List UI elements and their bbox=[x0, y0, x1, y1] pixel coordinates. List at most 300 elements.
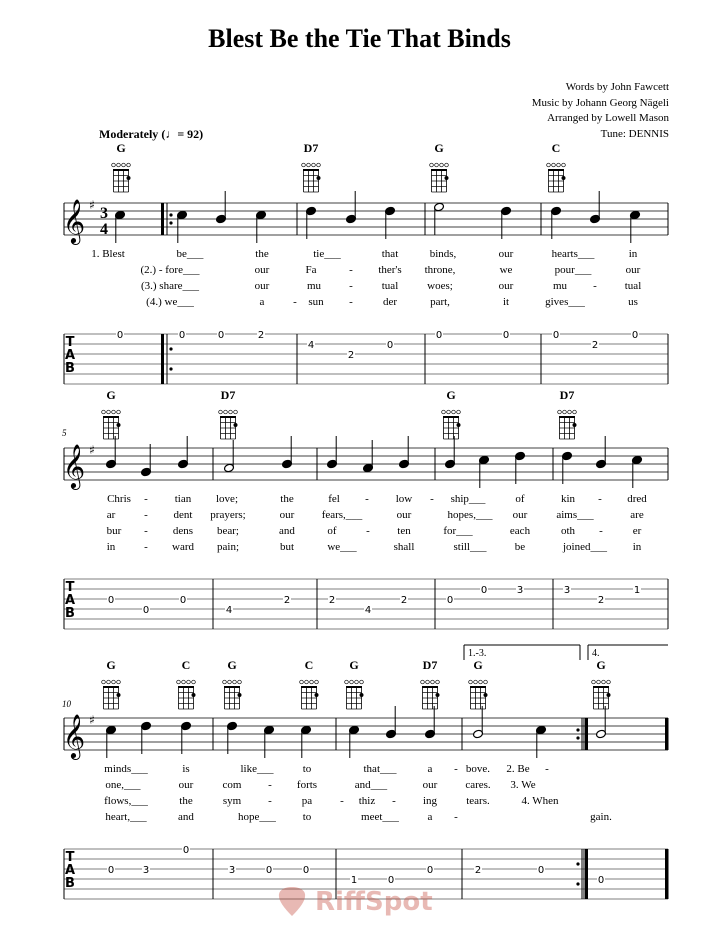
chord-diagram-nut bbox=[443, 416, 459, 418]
lyric-syllable: ten bbox=[397, 525, 411, 537]
tab-fret-number: 0 bbox=[179, 595, 187, 606]
tab-fret-number: 3 bbox=[563, 585, 571, 596]
repeat-end-dot bbox=[576, 736, 579, 739]
lyric-syllable: that bbox=[381, 248, 399, 260]
chord-name: G bbox=[116, 141, 126, 155]
lyric-syllable: fel bbox=[328, 493, 340, 505]
lyric-syllable: one,___ bbox=[105, 779, 141, 791]
lyric-syllable: to bbox=[302, 811, 312, 823]
chord-diagram-nut bbox=[346, 686, 362, 688]
open-string-marker bbox=[305, 680, 309, 684]
lyric-syllable: - bbox=[349, 264, 353, 276]
chord-name: G bbox=[106, 388, 116, 402]
finger-dot bbox=[484, 693, 488, 697]
tab-clef-letter: B bbox=[65, 606, 75, 621]
tab-fret-number: 0 bbox=[107, 865, 115, 876]
lyric-syllable: - bbox=[349, 296, 353, 308]
tab-fret-number: 2 bbox=[328, 595, 336, 606]
lyric-syllable: - bbox=[392, 795, 396, 807]
lyric-syllable: - bbox=[545, 763, 549, 775]
song-title: Blest Be the Tie That Binds bbox=[208, 24, 511, 53]
open-string-marker bbox=[435, 163, 439, 167]
lyric-syllable: still___ bbox=[453, 541, 487, 553]
final-barline bbox=[665, 718, 668, 750]
finger-dot bbox=[317, 176, 321, 180]
treble-clef-icon: 𝄞 bbox=[62, 714, 86, 758]
lyric-syllable: dent bbox=[173, 509, 193, 521]
lyric-syllable: our bbox=[396, 509, 412, 521]
open-string-marker bbox=[187, 680, 191, 684]
finger-dot bbox=[607, 693, 611, 697]
chord-name: G bbox=[446, 388, 456, 402]
open-string-marker bbox=[562, 163, 566, 167]
tab-fret-number: 0 bbox=[116, 330, 124, 341]
lyric-syllable: be bbox=[514, 541, 526, 553]
chord-diagram-nut bbox=[559, 416, 575, 418]
open-string-marker bbox=[440, 163, 444, 167]
finger-dot bbox=[573, 423, 577, 427]
lyric-syllable: hearts___ bbox=[551, 248, 595, 260]
open-string-marker bbox=[573, 410, 577, 414]
lyric-syllable: - bbox=[144, 493, 148, 505]
open-string-marker bbox=[233, 680, 237, 684]
lyric-syllable: we___ bbox=[327, 541, 357, 553]
tab-fret-number: 0 bbox=[142, 605, 150, 616]
finger-dot bbox=[315, 693, 319, 697]
lyric-syllable: gives___ bbox=[545, 296, 585, 308]
open-string-marker bbox=[452, 410, 456, 414]
open-string-marker bbox=[557, 163, 561, 167]
chord-diagram-nut bbox=[224, 686, 240, 688]
lyric-syllable: is bbox=[182, 763, 190, 775]
treble-clef-icon: 𝄞 bbox=[62, 444, 86, 488]
chord-name: D7 bbox=[422, 658, 438, 672]
lyric-syllable: Chris bbox=[107, 493, 131, 505]
open-string-marker bbox=[117, 163, 121, 167]
finger-dot bbox=[234, 423, 238, 427]
open-string-marker bbox=[484, 680, 488, 684]
open-string-marker bbox=[552, 163, 556, 167]
tab-fret-number: 2 bbox=[400, 595, 408, 606]
lyric-syllable: our bbox=[512, 509, 528, 521]
open-string-marker bbox=[436, 680, 440, 684]
chord-name: D7 bbox=[220, 388, 236, 402]
lyric-syllable: mu bbox=[552, 280, 568, 292]
tab-clef-letter: B bbox=[65, 876, 75, 891]
lyric-syllable: 4. When bbox=[521, 795, 559, 807]
quarter-note-icon: ♩ bbox=[165, 127, 178, 141]
open-string-marker bbox=[421, 680, 425, 684]
lyric-syllable: throne, bbox=[424, 264, 456, 276]
lyric-syllable: fears,___ bbox=[321, 509, 363, 521]
lyric-syllable: and___ bbox=[354, 779, 388, 791]
chord-diagram-nut bbox=[103, 416, 119, 418]
lyric-syllable: - bbox=[366, 525, 370, 537]
credit-tune: Tune: DENNIS bbox=[600, 127, 669, 140]
tab-clef-letter: A bbox=[64, 593, 76, 608]
open-string-marker bbox=[102, 410, 106, 414]
finger-dot bbox=[436, 693, 440, 697]
tab-fret-number: 2 bbox=[591, 340, 599, 351]
open-string-marker bbox=[563, 410, 567, 414]
chord-diagram-nut bbox=[548, 169, 564, 171]
key-signature-sharp-icon: ♯ bbox=[89, 713, 95, 727]
lyric-syllable: ar bbox=[106, 509, 116, 521]
chord-diagram-nut bbox=[470, 686, 486, 688]
lyric-syllable: minds___ bbox=[104, 763, 148, 775]
open-string-marker bbox=[107, 680, 111, 684]
open-string-marker bbox=[315, 680, 319, 684]
lyric-syllable: we bbox=[499, 264, 513, 276]
lyric-syllable: thiz bbox=[358, 795, 376, 807]
open-string-marker bbox=[300, 680, 304, 684]
lyric-syllable: in bbox=[106, 541, 116, 553]
tab-fret-number: 0 bbox=[217, 330, 225, 341]
tempo-marking: Moderately (♩= 92) bbox=[99, 127, 204, 141]
lyric-syllable: - bbox=[365, 493, 369, 505]
lyric-syllable: our bbox=[254, 280, 270, 292]
time-signature-top: 3 bbox=[100, 205, 108, 222]
open-string-marker bbox=[102, 680, 106, 684]
open-string-marker bbox=[426, 680, 430, 684]
chord-name: G bbox=[106, 658, 116, 672]
tempo-label: Moderately bbox=[99, 127, 159, 141]
tab-fret-number: 4 bbox=[307, 340, 315, 351]
lyric-syllable: each bbox=[509, 525, 531, 537]
lyric-syllable: love; bbox=[216, 493, 238, 505]
open-string-marker bbox=[238, 680, 242, 684]
tab-fret-number: 0 bbox=[302, 865, 310, 876]
tab-fret-number: 2 bbox=[597, 595, 605, 606]
chord-diagram-nut bbox=[593, 686, 609, 688]
lyric-syllable: the bbox=[255, 248, 269, 260]
chord-name: G bbox=[434, 141, 444, 155]
open-string-marker bbox=[469, 680, 473, 684]
brand-name: RiffSpot bbox=[315, 887, 433, 917]
second-ending-label: 4. bbox=[592, 648, 600, 659]
repeat-dot bbox=[169, 213, 172, 216]
tab-fret-number: 2 bbox=[347, 350, 355, 361]
lyric-syllable: - bbox=[454, 763, 458, 775]
tab-clef-letter: T bbox=[65, 850, 75, 865]
open-string-marker bbox=[117, 410, 121, 414]
finger-dot bbox=[127, 176, 131, 180]
chord-diagram-nut bbox=[103, 686, 119, 688]
lyric-syllable: pa bbox=[301, 795, 313, 807]
credit-words: Words by John Fawcett bbox=[565, 81, 669, 93]
lyric-syllable: a bbox=[427, 811, 433, 823]
lyric-syllable: flows,___ bbox=[104, 795, 148, 807]
chord-name: C bbox=[181, 658, 191, 672]
finger-dot bbox=[192, 693, 196, 697]
tab-fret-number: 4 bbox=[225, 605, 233, 616]
tab-fret-number: 3 bbox=[516, 585, 524, 596]
lyric-syllable: dred bbox=[627, 493, 647, 505]
lyric-syllable: 1. Blest bbox=[91, 248, 125, 260]
lyric-syllable: (2.) - fore___ bbox=[140, 264, 200, 276]
lyric-syllable: 3. We bbox=[510, 779, 536, 791]
credit-arranged: Arranged by Lowell Mason bbox=[547, 112, 669, 124]
lyric-syllable: gain. bbox=[590, 811, 612, 823]
chord-name: G bbox=[473, 658, 483, 672]
key-signature-sharp-icon: ♯ bbox=[89, 198, 95, 212]
lyric-syllable: our bbox=[422, 779, 438, 791]
tempo-bpm: 92 bbox=[187, 127, 200, 141]
chord-diagram-nut bbox=[422, 686, 438, 688]
tab-fret-number: 2 bbox=[474, 865, 482, 876]
tab-repeat-thick-bar bbox=[161, 334, 164, 384]
lyric-syllable: - bbox=[599, 525, 603, 537]
lyric-syllable: - bbox=[454, 811, 458, 823]
chord-diagram-nut bbox=[301, 686, 317, 688]
lyric-syllable: - bbox=[430, 493, 434, 505]
lyric-syllable: com bbox=[222, 779, 242, 791]
lyric-syllable: Fa bbox=[305, 264, 317, 276]
lyric-syllable: our bbox=[254, 264, 270, 276]
open-string-marker bbox=[234, 410, 238, 414]
lyric-syllable: hope___ bbox=[238, 811, 276, 823]
chord-name: C bbox=[551, 141, 561, 155]
open-string-marker bbox=[355, 680, 359, 684]
tab-fret-number: 0 bbox=[387, 875, 395, 886]
finger-dot bbox=[360, 693, 364, 697]
lyric-syllable: kin bbox=[560, 493, 576, 505]
finger-dot bbox=[562, 176, 566, 180]
repeat-end-thick-bar bbox=[585, 718, 588, 750]
lyric-syllable: and bbox=[279, 525, 295, 537]
open-string-marker bbox=[219, 410, 223, 414]
tab-fret-number: 0 bbox=[435, 330, 443, 341]
open-string-marker bbox=[607, 680, 611, 684]
tab-fret-number: 1 bbox=[350, 875, 358, 886]
open-string-marker bbox=[127, 163, 131, 167]
lyric-syllable: to bbox=[302, 763, 312, 775]
open-string-marker bbox=[224, 410, 228, 414]
lyric-syllable: er bbox=[632, 525, 642, 537]
lyric-syllable: our bbox=[498, 248, 514, 260]
lyric-syllable: - bbox=[349, 280, 353, 292]
lyric-syllable: shall bbox=[393, 541, 415, 553]
open-string-marker bbox=[602, 680, 606, 684]
chord-diagram-nut bbox=[220, 416, 236, 418]
open-string-marker bbox=[442, 410, 446, 414]
key-signature-sharp-icon: ♯ bbox=[89, 443, 95, 457]
tab-final-barline bbox=[665, 849, 668, 899]
open-string-marker bbox=[177, 680, 181, 684]
tab-fret-number: 3 bbox=[228, 865, 236, 876]
open-string-marker bbox=[312, 163, 316, 167]
lyric-syllable: it bbox=[502, 296, 510, 308]
lyric-syllable: are bbox=[630, 509, 644, 521]
open-string-marker bbox=[360, 680, 364, 684]
tab-repeat-dot bbox=[169, 367, 172, 370]
lyric-syllable: ward bbox=[172, 541, 194, 553]
lyric-syllable: - bbox=[598, 493, 602, 505]
tab-fret-number: 0 bbox=[446, 595, 454, 606]
tab-fret-number: 2 bbox=[283, 595, 291, 606]
tab-fret-number: 0 bbox=[178, 330, 186, 341]
open-string-marker bbox=[112, 680, 116, 684]
lyric-syllable: ing bbox=[422, 795, 438, 807]
lyric-syllable: the bbox=[179, 795, 193, 807]
tab-fret-number: 0 bbox=[426, 865, 434, 876]
lyric-syllable: hopes,___ bbox=[447, 509, 493, 521]
tab-fret-number: 0 bbox=[631, 330, 639, 341]
first-ending-label: 1.-3. bbox=[468, 648, 487, 659]
repeat-thick-bar bbox=[161, 203, 164, 235]
tab-repeat-end-thick-bar bbox=[585, 849, 588, 899]
lyric-syllable: tears. bbox=[466, 795, 490, 807]
lyric-syllable: our bbox=[498, 280, 514, 292]
repeat-dot bbox=[169, 221, 172, 224]
lyric-syllable: - bbox=[268, 779, 272, 791]
open-string-marker bbox=[228, 680, 232, 684]
lyric-syllable: dens bbox=[172, 525, 194, 537]
lyric-syllable: tian bbox=[174, 493, 192, 505]
lyric-syllable: - bbox=[144, 541, 148, 553]
time-signature-bottom: 4 bbox=[100, 221, 108, 238]
lyric-syllable: and bbox=[178, 811, 194, 823]
lyric-syllable: pour___ bbox=[554, 264, 592, 276]
lyric-syllable: - bbox=[293, 296, 297, 308]
tab-fret-number: 4 bbox=[364, 605, 372, 616]
tab-fret-number: 1 bbox=[633, 585, 641, 596]
chord-diagram-nut bbox=[113, 169, 129, 171]
finger-dot bbox=[117, 693, 121, 697]
chord-diagram-nut bbox=[303, 169, 319, 171]
open-string-marker bbox=[307, 163, 311, 167]
open-string-marker bbox=[122, 163, 126, 167]
lyric-syllable: meet___ bbox=[361, 811, 399, 823]
lyric-syllable: a bbox=[427, 763, 433, 775]
chord-name: G bbox=[349, 658, 359, 672]
lyric-syllable: aims___ bbox=[556, 509, 594, 521]
lyric-syllable: tual bbox=[381, 280, 399, 292]
lyric-syllable: our bbox=[279, 509, 295, 521]
lyric-syllable: joined___ bbox=[563, 541, 607, 553]
open-string-marker bbox=[302, 163, 306, 167]
tab-fret-number: 0 bbox=[480, 585, 488, 596]
lyric-syllable: us bbox=[628, 296, 638, 308]
lyric-syllable: in bbox=[632, 541, 642, 553]
guitar-pick-icon bbox=[275, 885, 309, 919]
tab-fret-number: 0 bbox=[265, 865, 273, 876]
lyric-syllable: for___ bbox=[443, 525, 473, 537]
lyric-syllable: in bbox=[628, 248, 638, 260]
tab-fret-number: 0 bbox=[107, 595, 115, 606]
open-string-marker bbox=[112, 163, 116, 167]
lyric-syllable: (3.) share___ bbox=[140, 280, 200, 292]
open-string-marker bbox=[107, 410, 111, 414]
lyric-syllable: low bbox=[395, 493, 413, 505]
credit-music: Music by Johann Georg Nägeli bbox=[531, 96, 669, 109]
tab-clef-letter: A bbox=[64, 348, 76, 363]
open-string-marker bbox=[182, 680, 186, 684]
chord-name: G bbox=[596, 658, 606, 672]
open-string-marker bbox=[445, 163, 449, 167]
lyric-syllable: (4.) we___ bbox=[146, 296, 194, 308]
lyric-syllable: our bbox=[178, 779, 194, 791]
tab-clef-letter: T bbox=[65, 335, 75, 350]
lyric-syllable: bear; bbox=[217, 525, 239, 537]
tab-repeat-end-dot bbox=[576, 862, 579, 865]
tab-fret-number: 3 bbox=[142, 865, 150, 876]
tab-fret-number: 0 bbox=[182, 845, 190, 856]
lyric-syllable: - bbox=[144, 525, 148, 537]
lyric-syllable: ship___ bbox=[450, 493, 486, 505]
tab-fret-number: 0 bbox=[386, 340, 394, 351]
open-string-marker bbox=[447, 410, 451, 414]
lyric-syllable: tie___ bbox=[313, 248, 341, 260]
treble-clef-icon: 𝄞 bbox=[62, 199, 86, 243]
open-string-marker bbox=[350, 680, 354, 684]
lyric-syllable: be___ bbox=[176, 248, 204, 260]
tab-repeat-end-dot bbox=[576, 882, 579, 885]
lyric-syllable: a bbox=[259, 296, 265, 308]
tab-clef-letter: A bbox=[64, 863, 76, 878]
tab-fret-number: 0 bbox=[537, 865, 545, 876]
chord-name: D7 bbox=[559, 388, 575, 402]
chord-diagram-nut bbox=[431, 169, 447, 171]
open-string-marker bbox=[430, 163, 434, 167]
lyric-syllable: cares. bbox=[465, 779, 491, 791]
lyric-syllable: of bbox=[515, 493, 525, 505]
lyric-syllable: ther's bbox=[378, 264, 402, 276]
lyric-syllable: heart,___ bbox=[105, 811, 147, 823]
open-string-marker bbox=[457, 410, 461, 414]
lyric-syllable: our bbox=[625, 264, 641, 276]
lyric-syllable: oth bbox=[560, 525, 576, 537]
lyric-syllable: tual bbox=[624, 280, 642, 292]
finger-dot bbox=[117, 423, 121, 427]
finger-dot bbox=[445, 176, 449, 180]
tab-repeat-dot bbox=[169, 347, 172, 350]
measure-number: 10 bbox=[62, 699, 71, 709]
lyric-syllable: bur bbox=[106, 525, 122, 537]
open-string-marker bbox=[474, 680, 478, 684]
lyric-syllable: like___ bbox=[240, 763, 274, 775]
open-string-marker bbox=[310, 680, 314, 684]
lyric-syllable: forts bbox=[296, 779, 318, 791]
open-string-marker bbox=[558, 410, 562, 414]
open-string-marker bbox=[317, 163, 321, 167]
open-string-marker bbox=[597, 680, 601, 684]
measure-number: 5 bbox=[62, 428, 67, 438]
lyric-syllable: sun bbox=[308, 296, 324, 308]
chord-name: C bbox=[304, 658, 314, 672]
lyric-syllable: - bbox=[340, 795, 344, 807]
tab-fret-number: 0 bbox=[552, 330, 560, 341]
open-string-marker bbox=[592, 680, 596, 684]
open-string-marker bbox=[568, 410, 572, 414]
open-string-marker bbox=[223, 680, 227, 684]
lyric-syllable: mu bbox=[306, 280, 322, 292]
repeat-end-dot bbox=[576, 728, 579, 731]
tab-fret-number: 2 bbox=[257, 330, 265, 341]
riffspot-logo bbox=[275, 885, 433, 919]
lyric-syllable: bove. bbox=[465, 763, 491, 775]
lyric-syllable: - bbox=[268, 795, 272, 807]
open-string-marker bbox=[117, 680, 121, 684]
finger-dot bbox=[457, 423, 461, 427]
lyric-syllable: 2. Be bbox=[506, 763, 530, 775]
lyric-syllable: woes; bbox=[427, 280, 453, 292]
open-string-marker bbox=[547, 163, 551, 167]
finger-dot bbox=[238, 693, 242, 697]
lyric-syllable: of bbox=[327, 525, 337, 537]
lyric-syllable: that___ bbox=[363, 763, 397, 775]
tab-fret-number: 0 bbox=[502, 330, 510, 341]
